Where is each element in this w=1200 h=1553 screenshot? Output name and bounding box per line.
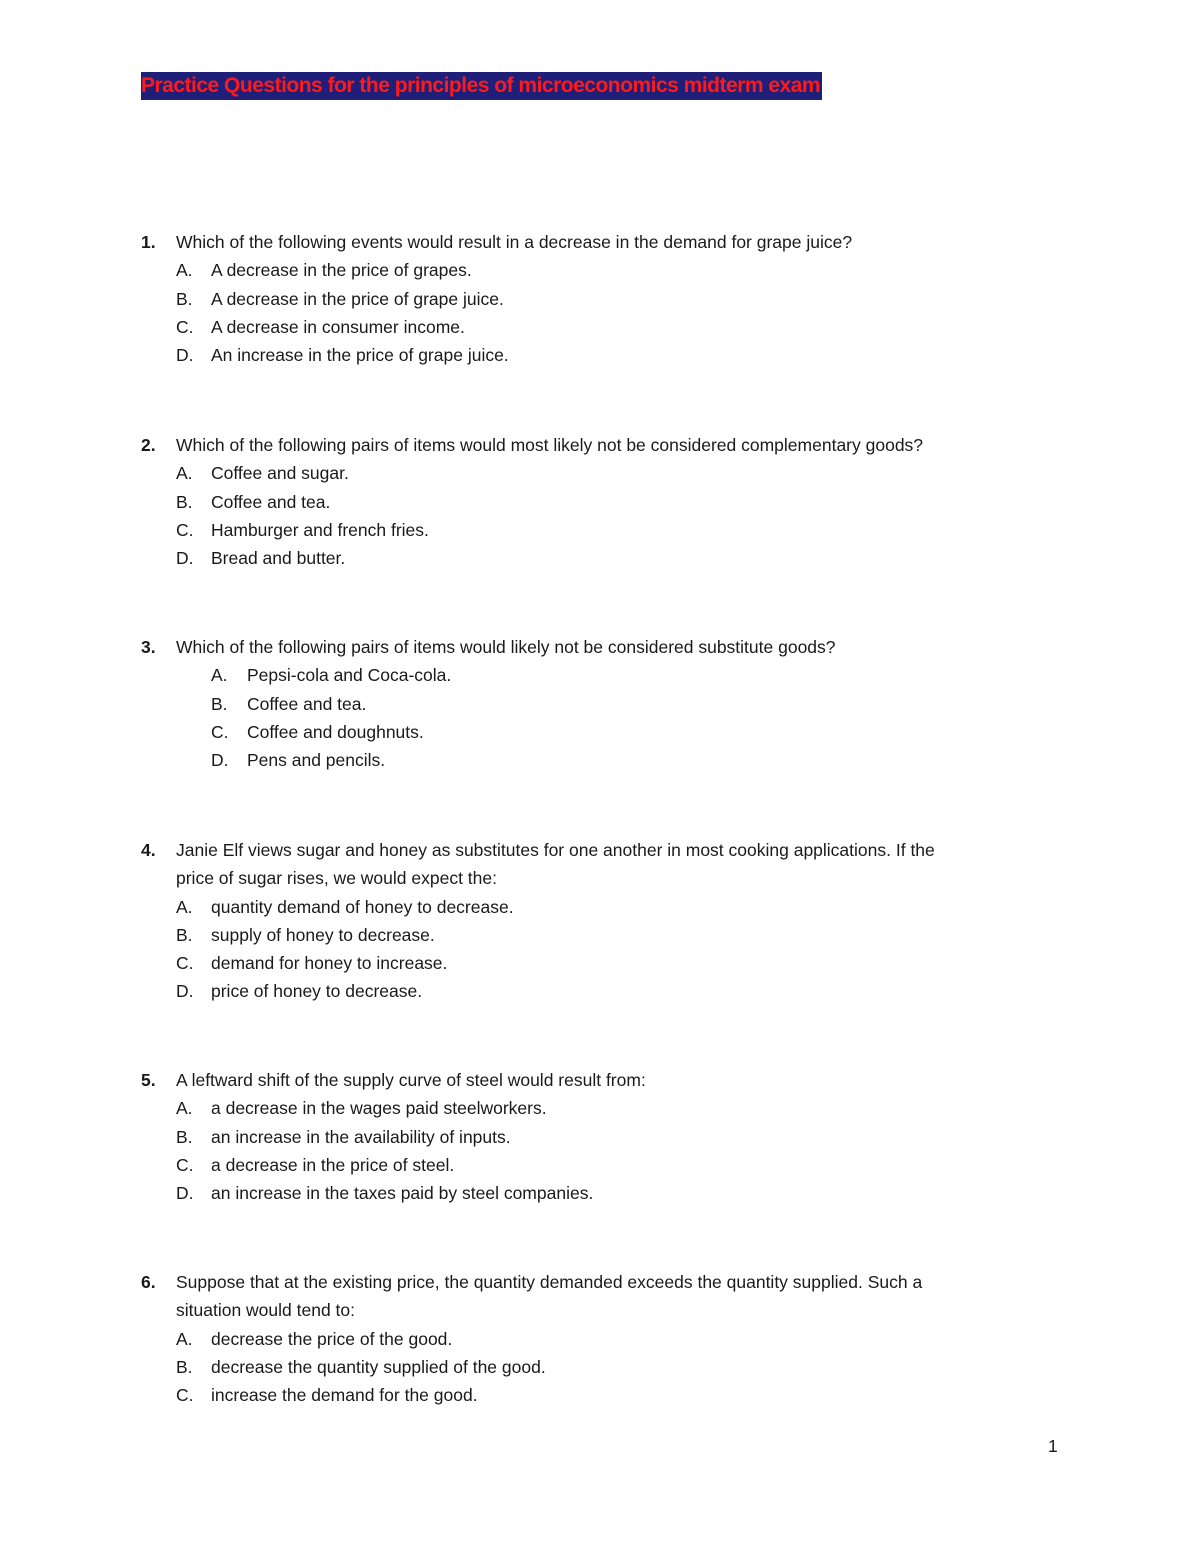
option-text: Bread and butter. bbox=[211, 548, 346, 569]
answer-option bbox=[141, 1381, 1041, 1409]
option-letter: B. bbox=[176, 1126, 193, 1147]
question-text: situation would tend to: bbox=[176, 1300, 356, 1321]
option-letter: B. bbox=[176, 924, 193, 945]
option-text: decrease the price of the good. bbox=[211, 1328, 453, 1349]
option-text: Coffee and sugar. bbox=[211, 463, 349, 484]
answer-option bbox=[141, 718, 1041, 746]
option-text: increase the demand for the good. bbox=[211, 1385, 478, 1406]
option-text: Pens and pencils. bbox=[247, 750, 386, 771]
option-text: Coffee and tea. bbox=[247, 693, 367, 714]
answer-option bbox=[141, 893, 1041, 921]
question-3 bbox=[141, 633, 1041, 774]
option-letter: C. bbox=[176, 1154, 194, 1175]
answer-option bbox=[141, 1094, 1041, 1122]
question-number: 2. bbox=[141, 435, 156, 455]
option-letter: C. bbox=[176, 1385, 194, 1406]
option-letter: C. bbox=[176, 953, 194, 974]
option-letter: D. bbox=[176, 548, 194, 569]
option-text: a decrease in the wages paid steelworkers. bbox=[211, 1098, 547, 1119]
option-text: quantity demand of honey to decrease. bbox=[211, 896, 514, 917]
answer-option bbox=[141, 1179, 1041, 1207]
option-letter: A. bbox=[176, 1098, 193, 1119]
answer-option bbox=[141, 313, 1041, 341]
answer-option bbox=[141, 1325, 1041, 1353]
option-letter: A. bbox=[176, 896, 193, 917]
option-text: supply of honey to decrease. bbox=[211, 924, 435, 945]
question-6 bbox=[141, 1268, 1041, 1409]
option-text: Hamburger and french fries. bbox=[211, 519, 429, 540]
option-text: A decrease in consumer income. bbox=[211, 316, 465, 337]
question-text: price of sugar rises, we would expect the: bbox=[176, 868, 497, 889]
option-letter: A. bbox=[176, 260, 193, 281]
question-4 bbox=[141, 836, 1041, 1006]
question-line bbox=[141, 836, 1041, 864]
page-number: 1 bbox=[1048, 1436, 1058, 1456]
question-1 bbox=[141, 228, 1041, 369]
answer-option bbox=[141, 1123, 1041, 1151]
option-letter: A. bbox=[176, 463, 193, 484]
question-number: 3. bbox=[141, 637, 156, 657]
answer-option bbox=[141, 977, 1041, 1005]
option-letter: B. bbox=[211, 693, 228, 714]
option-letter: D. bbox=[176, 1183, 194, 1204]
option-letter: B. bbox=[176, 491, 193, 512]
question-text: Janie Elf views sugar and honey as substitutes for one another in most cooking applications. If the bbox=[176, 840, 935, 860]
question-line bbox=[141, 1296, 1041, 1324]
answer-option bbox=[141, 746, 1041, 774]
option-text: Pepsi-cola and Coca-cola. bbox=[247, 665, 452, 686]
option-letter: C. bbox=[176, 316, 194, 337]
option-letter: D. bbox=[211, 750, 229, 771]
option-text: a decrease in the price of steel. bbox=[211, 1154, 455, 1175]
option-text: an increase in the taxes paid by steel companies. bbox=[211, 1183, 594, 1204]
answer-option bbox=[141, 690, 1041, 718]
option-text: Coffee and doughnuts. bbox=[247, 721, 424, 742]
answer-option bbox=[141, 459, 1041, 487]
option-text: Coffee and tea. bbox=[211, 491, 331, 512]
answer-option bbox=[141, 488, 1041, 516]
option-text: price of honey to decrease. bbox=[211, 981, 423, 1002]
question-line bbox=[141, 633, 1041, 661]
option-text: decrease the quantity supplied of the good. bbox=[211, 1356, 546, 1377]
answer-option bbox=[141, 1151, 1041, 1179]
answer-option bbox=[141, 661, 1041, 689]
question-text: Which of the following events would result in a decrease in the demand for grape juice? bbox=[176, 232, 853, 252]
option-letter: A. bbox=[211, 665, 228, 686]
answer-option bbox=[141, 544, 1041, 572]
option-letter: A. bbox=[176, 1328, 193, 1349]
answer-option bbox=[141, 921, 1041, 949]
question-text: Suppose that at the existing price, the quantity demanded exceeds the quantity supplied. Such a bbox=[176, 1272, 923, 1292]
question-line bbox=[141, 864, 1041, 892]
question-5 bbox=[141, 1066, 1041, 1207]
question-line bbox=[141, 1066, 1041, 1094]
question-number: 4. bbox=[141, 840, 156, 860]
option-text: An increase in the price of grape juice. bbox=[211, 345, 509, 366]
question-line bbox=[141, 1268, 1041, 1296]
question-2 bbox=[141, 431, 1041, 572]
answer-option bbox=[141, 516, 1041, 544]
document-title: Practice Questions for the principles of microeconomics midterm exam bbox=[141, 72, 822, 100]
option-letter: C. bbox=[176, 519, 194, 540]
question-number: 1. bbox=[141, 232, 156, 252]
question-number: 5. bbox=[141, 1070, 156, 1090]
question-line bbox=[141, 228, 1041, 256]
option-text: A decrease in the price of grape juice. bbox=[211, 288, 504, 309]
answer-option bbox=[141, 341, 1041, 369]
option-letter: B. bbox=[176, 288, 193, 309]
question-text: Which of the following pairs of items would most likely not be considered complementary goods? bbox=[176, 435, 924, 455]
question-number: 6. bbox=[141, 1272, 156, 1292]
answer-option bbox=[141, 1353, 1041, 1381]
question-line bbox=[141, 431, 1041, 459]
option-text: demand for honey to increase. bbox=[211, 953, 448, 974]
answer-option bbox=[141, 949, 1041, 977]
option-letter: C. bbox=[211, 721, 229, 742]
answer-option bbox=[141, 256, 1041, 284]
question-text: A leftward shift of the supply curve of steel would result from: bbox=[176, 1070, 646, 1090]
question-text: Which of the following pairs of items would likely not be considered substitute goods? bbox=[176, 637, 836, 657]
option-letter: D. bbox=[176, 981, 194, 1002]
option-letter: B. bbox=[176, 1356, 193, 1377]
answer-option bbox=[141, 285, 1041, 313]
option-letter: D. bbox=[176, 345, 194, 366]
option-text: A decrease in the price of grapes. bbox=[211, 260, 472, 281]
option-text: an increase in the availability of inputs. bbox=[211, 1126, 511, 1147]
